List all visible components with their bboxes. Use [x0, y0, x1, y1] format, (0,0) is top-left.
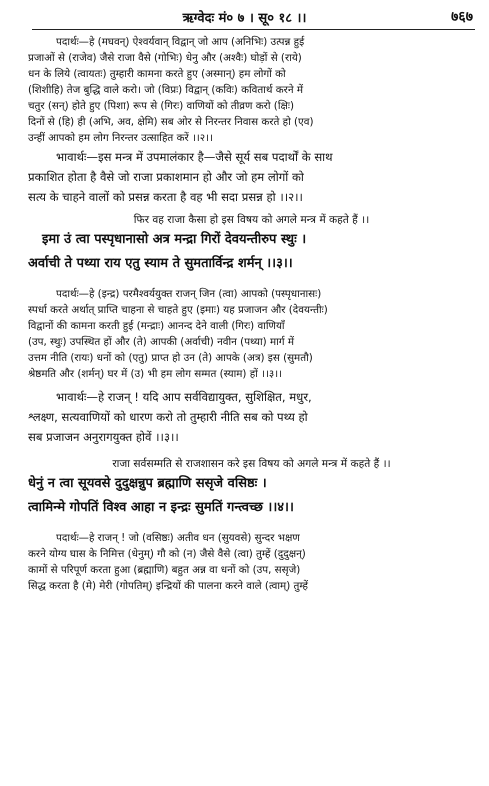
verse-line: अर्वाची ते पथ्या राय एतु स्याम ते सुमतार्विन्द्र शर्मन् ।।३।। [28, 256, 293, 271]
intro-line: राजा सर्वसम्मति से राजशासन करे इस विषय को अगले मन्त्र में कहते हैं ।। [112, 458, 391, 470]
page-number: ७६७ [451, 9, 473, 25]
text-line: प्रकाशित होता है वैसे जो राजा प्रकाशमान हो और जो हम लोगों को [28, 170, 304, 184]
verse-line: त्वामिन्मे गोपतिं विश्व आहा न इन्द्रः सुमतिं गन्त्वच्छ ।।४।। [28, 500, 294, 515]
verse-line: धेनुं न त्वा सूयवसे दुदुक्षन्नुप ब्रह्माणि ससृजे वसिष्ठः । [28, 476, 267, 491]
padartha-block-3 [28, 530, 475, 594]
text-line: चतुर (सन्) होते हुए (पिशा) रूप से (गिरः) वाणियों को तीव्रण करो (क्षिः) [28, 100, 294, 112]
running-title: ऋग्वेदः मं० ७ । सू० १८ ।। [182, 11, 307, 26]
text-line: भावार्थः—इस मन्त्र में उपमालंकार है—जैसे सूर्य सब पदार्थों के साथ [56, 150, 333, 164]
text-line: उत्तम नीति (रायः) धनों को (एतु) प्राप्त हो उन (ते) आपके (अत्र) इस (सुमतौ) [28, 352, 313, 364]
text-line: कामों से परिपूर्ण करता हुआ (ब्रह्माणि) बहुत अन्न वा धनों को (उप, ससृजे) [28, 564, 301, 576]
intro-block-2 [28, 456, 475, 472]
text-line: श्रेष्ठमति और (शर्मन्) घर में (उ) भी हम लोग सम्मत (स्याम) हों ।।३।। [28, 368, 283, 380]
bhavartha-block-1 [28, 147, 475, 207]
bhavartha-block-2 [28, 387, 475, 447]
padartha-block-2 [28, 286, 475, 382]
text-line: पदार्थः—हे (मघवन्) ऐश्वर्यवान् विद्वान् जो आप (अनिभिः) उत्पन्न हुई [56, 36, 305, 48]
text-line: उन्हीं आपको हम लोग निरन्तर उत्साहित करें ।।२।। [28, 132, 213, 144]
text-line: करने योग्य घास के निमित्त (धेनुम्) गौ को (न) जैसे वैसे (त्वा) तुम्हें (दुदुक्षन्) [28, 548, 306, 560]
text-line: सब प्रजाजन अनुरागयुक्त होवें ।।३।। [28, 430, 179, 444]
text-line: पदार्थः—हे (इन्द्र) परमैश्वर्ययुक्त राजन् जिन (त्वा) आपको (पस्पृधानासः) [56, 288, 322, 300]
text-line: सत्य के चाहने वालों को प्रसन्न करता है वह भी सदा प्रसन्न हो ।।२।। [28, 190, 303, 204]
text-line: पदार्थः—हे राजन् ! जो (वसिष्ठः) अतीव धन (सुयवसे) सुन्दर भक्षण [56, 532, 300, 544]
text-line: (उप, स्थुः) उपस्थित हों और (ते) आपकी (अर्वाची) नवीन (पथ्या) मार्ग में [28, 336, 294, 348]
verse-line: इमा उं त्वा पस्पृधानासो अत्र मन्द्रा गिरों देवयन्तीरुप स्थुः । [42, 232, 307, 247]
text-line: श्लक्ष्ण, सत्यवाणियों को धारण करो तो तुम्हारी नीति सब को पथ्य हो [28, 410, 308, 424]
text-line: दिनों से (हि) ही (अभि, अव, क्षेमि) सब ओर से निरन्तर निवास करते हो (एव) [28, 116, 314, 128]
text-line: (शिशीहि) तेज बुद्धि वाले करो। जो (विप्रः) विद्वान् (कविः) कवितार्थ करने में [28, 84, 304, 96]
intro-line: फिर वह राजा कैसा हो इस विषय को अगले मन्त्र में कहते हैं ।। [133, 214, 370, 226]
page-header [0, 6, 489, 28]
mantra-verse-4 [28, 472, 475, 520]
text-line: विद्वानों की कामना करती हुई (मन्द्राः) आनन्द देने वाली (गिरः) वाणियाँ [28, 320, 285, 332]
intro-block-1 [28, 212, 475, 228]
text-line: प्रजाओं से (राजेव) जैसे राजा वैसे (गोभिः) धेनु और (अश्वैः) घोड़ों से (राये) [28, 52, 302, 64]
text-line: भावार्थः—हे राजन् ! यदि आप सर्वविद्यायुक्त, सुशिक्षित, मधुर, [56, 390, 312, 404]
padartha-block-1 [28, 34, 475, 146]
text-line: सिद्ध करता है (मे) मेरी (गोपतिम्) इन्द्रियों की पालना करने वाले (त्वाम्) तुम्हें [28, 580, 308, 592]
text-line: धन के लिये (त्वायतः) तुम्हारी कामना करते हुए (अस्मान्) हम लोगों को [28, 68, 286, 80]
text-line: स्पर्धा करते अर्थात् प्राप्ति चाहना से चाहते हुए (इमाः) यह प्रजाजन और (देवयन्तीः) [28, 304, 328, 316]
header-rule [32, 29, 475, 30]
mantra-verse-3 [28, 228, 475, 276]
